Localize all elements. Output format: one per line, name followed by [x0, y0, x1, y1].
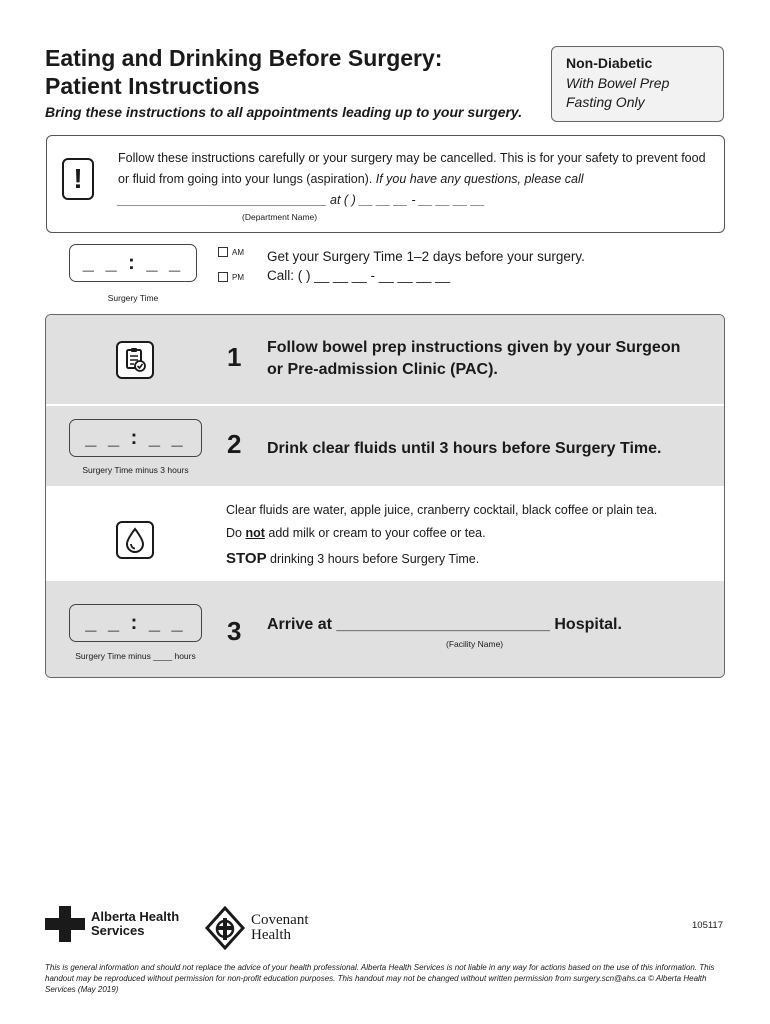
- tag-line-1: Non-Diabetic: [566, 55, 653, 71]
- exclamation-icon: !: [62, 158, 94, 200]
- step-3-number: 3: [227, 616, 242, 646]
- covenant-name-line-2: Health: [251, 927, 291, 943]
- get-time-line-2: Call: ( ) __ __ __ - __ __ __ __: [267, 268, 451, 283]
- tag-line-2: With Bowel Prep: [566, 75, 670, 91]
- step-1-number: 1: [227, 342, 242, 372]
- am-option[interactable]: [218, 247, 244, 257]
- alberta-health-services-logo: [45, 906, 179, 942]
- get-surgery-time-text: [267, 247, 585, 285]
- patient-type-tag: [551, 46, 724, 122]
- surgery-time-label: Surgery Time: [107, 293, 159, 303]
- warning-text: [118, 148, 708, 211]
- water-drop-icon: [116, 521, 154, 559]
- covenant-health-logo: [205, 906, 309, 950]
- step-2-text: Drink clear fluids until 3 hours before Surgery Time.: [267, 440, 662, 457]
- disclaimer-text: This is general information and should not replace the advice of your health professional. Alberta Health Services is not liable in any way for actions based on the use of this information. This handout may be reproduced without permission for non-profit education purposes. This handout may not be changed without written permission from surgery.scn@ahs.ca © Alberta Health Services (May 2019): [45, 963, 715, 994]
- clear-fluids-text: [226, 499, 657, 571]
- fluids-line-2: [226, 522, 657, 545]
- get-time-line-1: Get your Surgery Time 1–2 days before your surgery.: [267, 249, 585, 264]
- page-title: [45, 44, 442, 100]
- warning-box: [46, 135, 725, 233]
- pm-label: PM: [232, 272, 244, 282]
- step-3-text: Arrive at ________________________ Hospital.: [267, 616, 622, 633]
- am-checkbox[interactable]: [218, 247, 228, 257]
- warning-text-normal: Follow these instructions carefully or your surgery may be cancelled. This is for your safety to prevent food or fluid from going into your lungs (aspiration).: [118, 151, 706, 186]
- fluids-not-emphasis: not: [245, 526, 265, 540]
- page-subtitle: Bring these instructions to all appointments leading up to your surgery.: [45, 104, 523, 120]
- covenant-cross-icon: [205, 906, 245, 950]
- surgery-time-field[interactable]: _ _ : _ _: [69, 244, 197, 282]
- pm-option[interactable]: [218, 272, 244, 282]
- fluids-line-2-pre: Do: [226, 526, 246, 540]
- covenant-name-line-1: Covenant: [251, 912, 309, 928]
- fluids-line-3: [226, 547, 657, 571]
- department-name-label: (Department Name): [242, 212, 318, 222]
- step-3-time-field[interactable]: _ _ : _ _: [69, 604, 202, 642]
- am-label: AM: [232, 247, 244, 257]
- tag-line-3: Fasting Only: [566, 94, 645, 110]
- ahs-cross-icon: [45, 906, 85, 942]
- ahs-name-line-1: Alberta Health: [91, 909, 180, 924]
- document-number: 105117: [692, 920, 723, 931]
- pm-checkbox[interactable]: [218, 272, 228, 282]
- title-line-2: Patient Instructions: [45, 73, 260, 99]
- steps-panel: [45, 314, 725, 678]
- warning-text-italic: If you have any questions, please call ______________________________ at ( ) __ __ __ - __ __ __ __: [118, 172, 584, 207]
- step-2-time-label: Surgery Time minus 3 hours: [82, 465, 189, 475]
- fluids-line-3-post: drinking 3 hours before Surgery Time.: [266, 552, 480, 566]
- title-line-1: Eating and Drinking Before Surgery:: [45, 45, 443, 71]
- ahs-name-line-2: Services: [91, 923, 145, 938]
- step-3-time-label: Surgery Time minus ____ hours: [75, 651, 196, 661]
- fluids-line-2-post: add milk or cream to your coffee or tea.: [264, 526, 486, 540]
- step-2-time-field[interactable]: _ _ : _ _: [69, 419, 202, 457]
- clipboard-check-icon: [116, 341, 154, 379]
- step-1-text: Follow bowel prep instructions given by your Surgeon or Pre-admission Clinic (PAC).: [267, 339, 681, 378]
- stop-emphasis: STOP: [226, 550, 267, 567]
- fluids-line-1: Clear fluids are water, apple juice, cranberry cocktail, black coffee or plain tea.: [226, 503, 658, 517]
- step-2-number: 2: [227, 429, 242, 459]
- facility-name-label: (Facility Name): [446, 639, 504, 649]
